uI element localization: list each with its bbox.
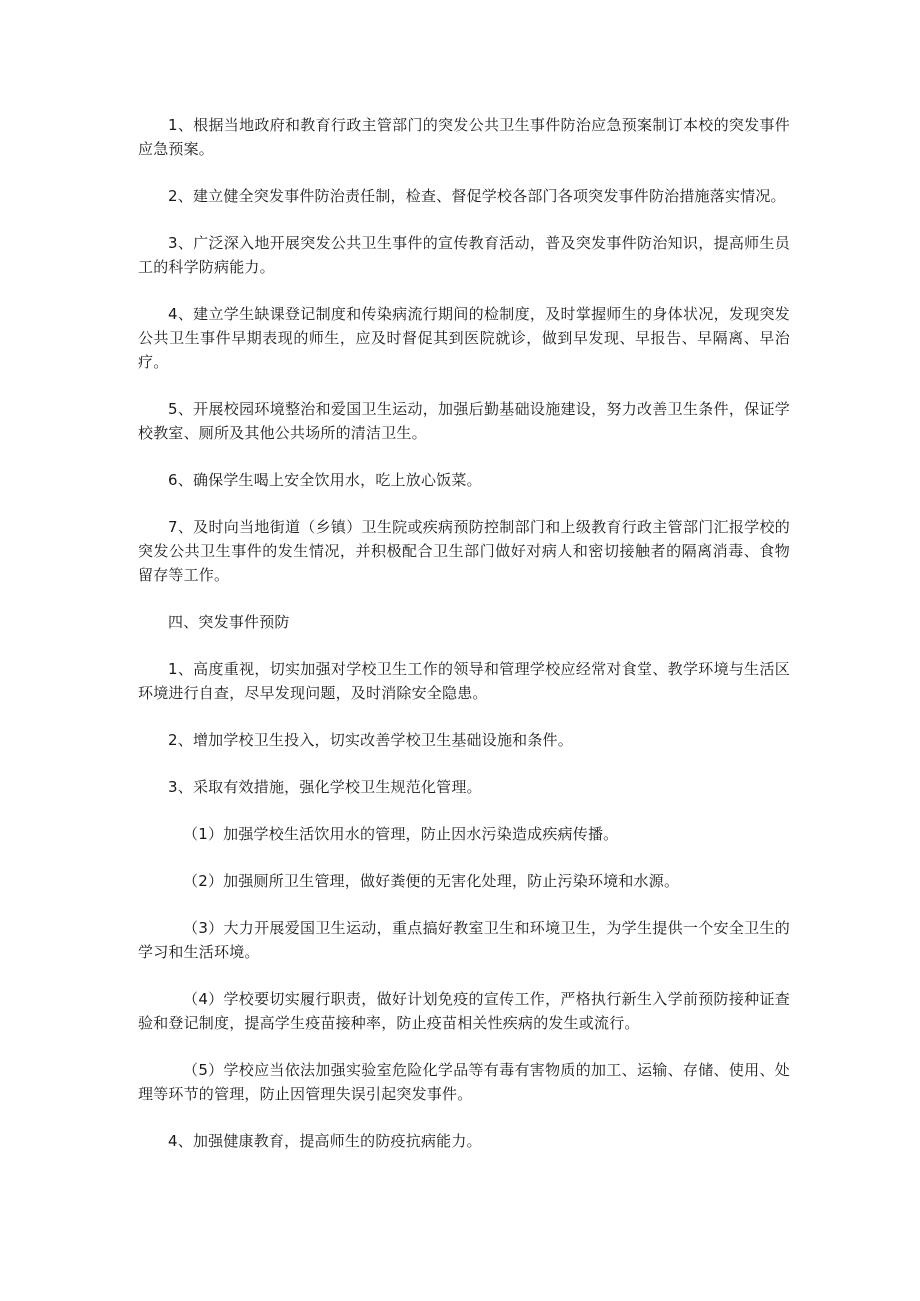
subitem-3: （3）大力开展爱国卫生运动，重点搞好教室卫生和环境卫生，为学生提供一个安全卫生的学习和生活环境。: [138, 919, 790, 961]
paragraph-4: 4、建立学生缺课登记制度和传染病流行期间的检制度，及时掌握师生的身体状况，发现突发公共卫生事件早期表现的师生，应及时督促其到医院就诊，做到早发现、早报告、早隔离、早治疗。: [138, 305, 790, 371]
paragraph-prevention-1: 1、高度重视，切实加强对学校卫生工作的领导和管理学校应经常对食堂、教学环境与生活区环境进行自查，尽早发现问题，及时消除安全隐患。: [138, 660, 790, 702]
section-heading-prevention: 四、突发事件预防: [168, 613, 290, 631]
subitem-4: （4）学校要切实履行职责，做好计划免疫的宣传工作，严格执行新生入学前预防接种证查验和登记制度，提高学生疫苗接种率，防止疫苗相关性疾病的发生或流行。: [138, 990, 790, 1032]
document-body: [138, 113, 790, 1176]
paragraph-prevention-2: 2、增加学校卫生投入，切实改善学校卫生基础设施和条件。: [168, 731, 573, 749]
paragraph-3: 3、广泛深入地开展突发公共卫生事件的宣传教育活动，普及突发事件防治知识，提高师生员工的科学防病能力。: [138, 234, 790, 276]
paragraph-2: 2、建立健全突发事件防治责任制，检查、督促学校各部门各项突发事件防治措施落实情况。: [168, 187, 786, 205]
subitem-1: （1）加强学校生活饮用水的管理，防止因水污染造成疾病传播。: [183, 825, 619, 843]
paragraph-6: 6、确保学生喝上安全饮用水，吃上放心饭菜。: [168, 471, 482, 489]
paragraph-prevention-4: 4、加强健康教育，提高师生的防疫抗病能力。: [168, 1132, 482, 1150]
subitem-2: （2）加强厕所卫生管理，做好粪便的无害化处理，防止污染环境和水源。: [183, 872, 680, 890]
paragraph-prevention-3: 3、采取有效措施，强化学校卫生规范化管理。: [168, 778, 482, 796]
subitem-5: （5）学校应当依法加强实验室危险化学品等有毒有害物质的加工、运输、存储、使用、处理等环节的管理，防止因管理失误引起突发事件。: [138, 1061, 790, 1103]
paragraph-1: 1、根据当地政府和教育行政主管部门的突发公共卫生事件防治应急预案制订本校的突发事件应急预案。: [138, 116, 790, 158]
paragraph-7: 7、及时向当地街道（乡镇）卫生院或疾病预防控制部门和上级教育行政主管部门汇报学校的突发公共卫生事件的发生情况，并积极配合卫生部门做好对病人和密切接触者的隔离消毒、食物留存等工作。: [138, 518, 790, 584]
paragraph-5: 5、开展校园环境整治和爱国卫生运动，加强后勤基础设施建设，努力改善卫生条件，保证学校教室、厕所及其他公共场所的清洁卫生。: [138, 400, 790, 442]
